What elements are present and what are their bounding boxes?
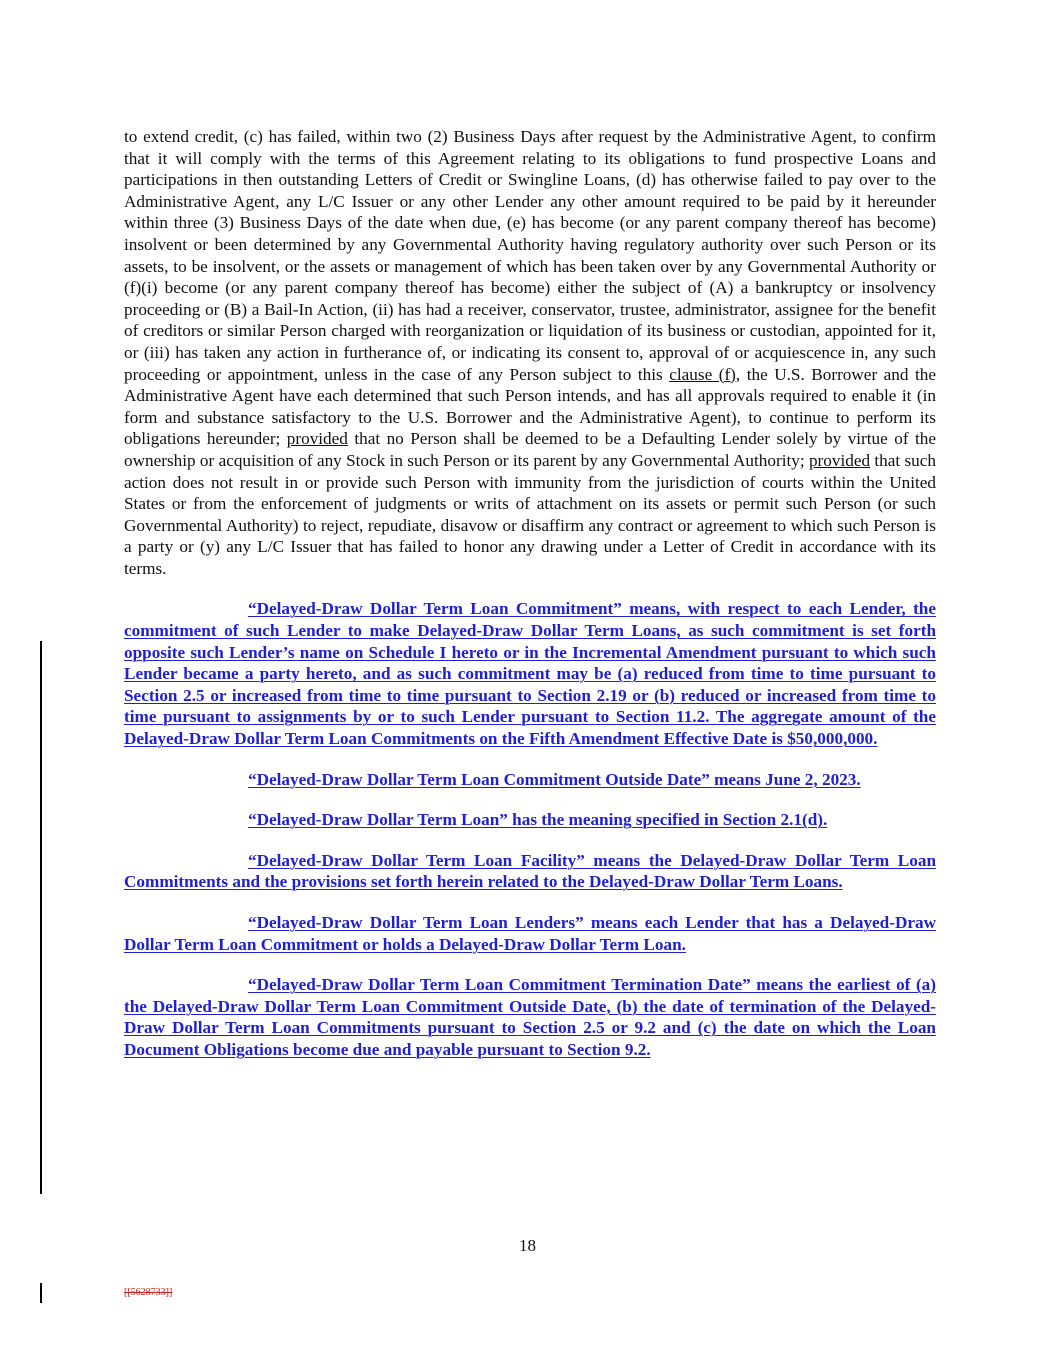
paragraph-defaulting-lender xyxy=(124,126,936,579)
definition-term-loan xyxy=(124,809,936,831)
definition-lenders xyxy=(124,912,936,955)
page-number: 18 xyxy=(519,1236,536,1255)
change-bar xyxy=(40,641,42,1194)
paragraph-text: to extend credit, (c) has failed, within two (2) Business Days after request by the Administrative Agent, to confirm that it will comply with the terms of this Agreement relating to its obligations to fund prospective Loans and participations in then outstanding Letters of Credit or Swingline Loans, (d) has otherwise failed to pay over to the Administrative Agent, any L/C Issuer or any other Lender any other amount required to be paid by it hereunder within three (3) Business Days of the date when due, (e) has become (or any parent company thereof has become) insolvent or been determined by any Governmental Authority having regulatory authority over such Person or its assets, to be insolvent, or the assets or management of which has been taken over by any Governmental Authority or (f)(i) become (or any parent company thereof has become) either the subject of (A) a bankruptcy or insolvency proceeding or (B) a Bail-In Action, (ii) has had a receiver, conservator, trustee, administrator, assignee for the benefit of creditors or similar Person charged with reorganization or liquidation of its business or custodian, appointed for it, or (iii) has taken any action in furtherance of, or indicating its consent to, approval of or acquiescence in, any such proceeding or appointment, unless in the case of any Person subject to this xyxy=(124,127,936,384)
change-bar xyxy=(40,1283,42,1303)
definition-facility xyxy=(124,850,936,893)
document-body xyxy=(124,126,936,1080)
clause-reference: clause (f) xyxy=(669,364,736,384)
inserted-definition: “Delayed-Draw Dollar Term Loan Commitment Outside Date” means June 2, 2023. xyxy=(248,769,861,789)
document-id: [[5628733]] xyxy=(124,1287,173,1298)
paragraph-text: , the U.S. Borrower and the Administrative Agent have each determined that such Person intends, and has all approvals required to enable it (in form and substance satisfactory to the U.S. Borrower and the Administrative Agent), to continue to perform its obligations hereunder; xyxy=(124,364,937,449)
provided-term: provided xyxy=(808,450,871,470)
inserted-definition: “Delayed-Draw Dollar Term Loan Commitment” means, with respect to each Lender, the commitment of such Lender to make Delayed-Draw Dollar Term Loans, as such commitment is set forth opposite such Lender’s name on Schedule I hereto or in the Incremental Amendment pursuant to which such Lender became a party hereto, and as such commitment may be (a) reduced from time to time pursuant to Section 2.5 or increased from time to time pursuant to Section 2.19 or (b) reduced or increased from time to time pursuant to assignments by or to such Lender pursuant to Section 11.2. The aggregate amount of the Delayed-Draw Dollar Term Loan Commitments on the Fifth Amendment Effective Date is $50,000,000. xyxy=(124,599,936,749)
paragraph-text: that no Person shall be deemed to be a Defaulting Lender solely by virtue of the ownership or acquisition of any Stock in such Person or its parent by any Governmental Authority; xyxy=(124,429,936,470)
inserted-definition: “Delayed-Draw Dollar Term Loan Facility” means the Delayed-Draw Dollar Term Loan Commitments and the provisions set forth herein related to the Delayed-Draw Dollar Term Loans. xyxy=(124,850,936,892)
provided-term: provided xyxy=(286,429,348,449)
paragraph-text: that such action does not result in or provide such Person with immunity from the jurisdiction of courts within the United States or from the enforcement of judgments or writs of attachment on its assets or permit such Person (or such Governmental Authority) to reject, repudiate, disavow or disaffirm any contract or agreement to which such Person is a party or (y) any L/C Issuer that has failed to honor any drawing under a Letter of Credit in accordance with its terms. xyxy=(124,450,936,578)
inserted-definition: “Delayed-Draw Dollar Term Loan Commitment Termination Date” means the earliest of (a) the Delayed-Draw Dollar Term Loan Commitment Outside Date, (b) the date of termination of the Delayed-Draw Dollar Term Loan Commitments pursuant to Section 2.5 or 9.2 and (c) the date on which the Loan Document Obligations become due and payable pursuant to Section 9.2. xyxy=(124,975,936,1059)
inserted-definition: “Delayed-Draw Dollar Term Loan” has the meaning specified in Section 2.1(d). xyxy=(248,810,828,830)
definition-outside-date xyxy=(124,769,936,791)
definition-commitment xyxy=(124,598,936,749)
inserted-definition: “Delayed-Draw Dollar Term Loan Lenders” means each Lender that has a Delayed-Draw Dollar Term Loan Commitment or holds a Delayed-Draw Dollar Term Loan. xyxy=(124,913,936,954)
definition-termination-date xyxy=(124,974,936,1060)
